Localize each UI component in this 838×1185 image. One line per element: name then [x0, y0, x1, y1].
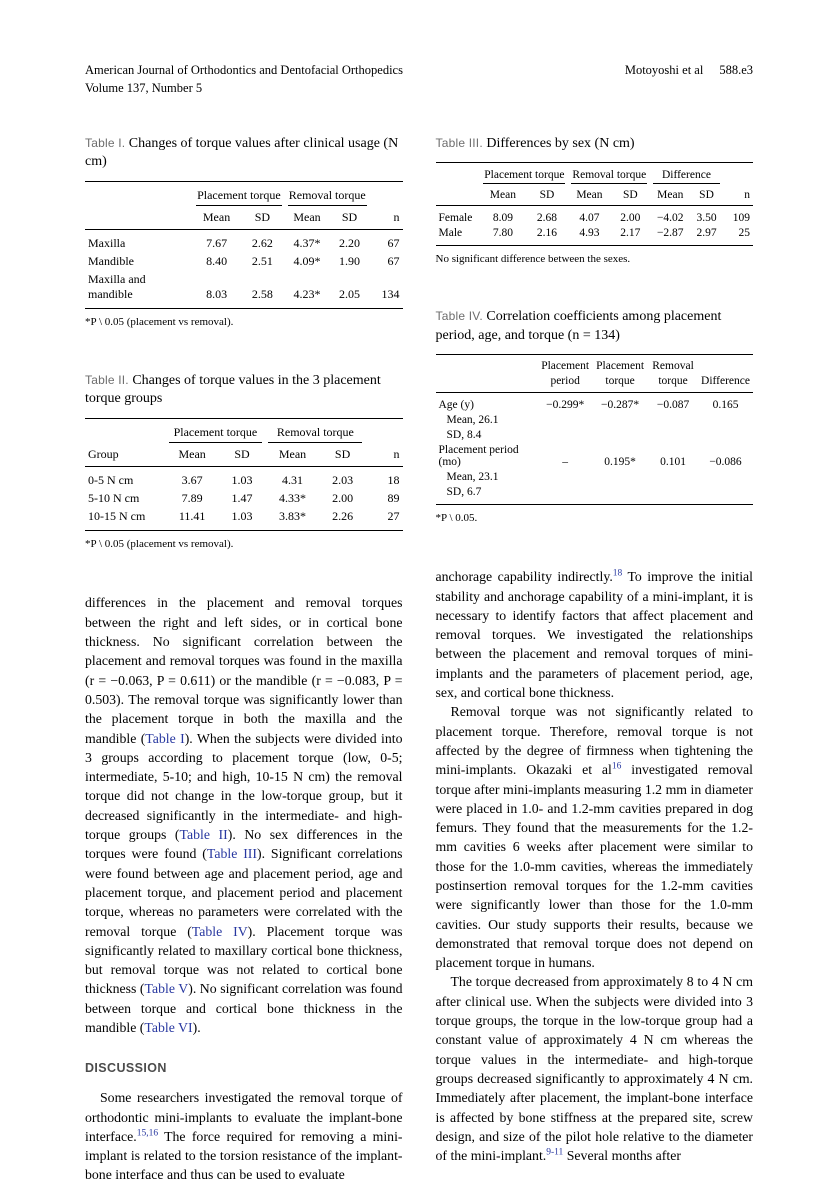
- group-header-label: Placement torque: [196, 188, 282, 206]
- right-column: [436, 135, 754, 1185]
- table-cell: 2.58: [251, 287, 273, 302]
- text-segment: ). Placement torque was significantly related to maxillary cortical bone thickness, but removal torque was not related to cortical bone thickness (: [85, 923, 403, 997]
- column-header: Removal torque: [648, 355, 698, 393]
- row-label: Maxilla and mandible: [88, 272, 146, 302]
- group-header: [193, 181, 285, 207]
- group-header: [568, 163, 650, 186]
- row-label: Female: [438, 211, 473, 224]
- column-header: n: [370, 207, 403, 230]
- table-vi-link[interactable]: Table VI: [144, 1020, 193, 1035]
- table-row: [436, 412, 754, 427]
- column-header-row: [85, 444, 403, 467]
- group-header: [650, 163, 723, 186]
- table-cell: −0.087: [656, 398, 690, 411]
- table-cell: 4.09*: [293, 254, 321, 269]
- table-cell: [648, 412, 698, 427]
- reference-link[interactable]: 18: [612, 568, 623, 579]
- table-cell: [592, 427, 648, 442]
- table-cell: 0.101: [660, 455, 686, 468]
- column-header: SD: [526, 186, 569, 206]
- body-paragraph: [436, 702, 754, 972]
- row-label: 10-15 N cm: [88, 509, 146, 524]
- journal-info: [85, 62, 403, 97]
- table-cell: 25: [738, 226, 750, 239]
- table-2-title: Changes of torque values in the 3 placement torque groups: [85, 372, 381, 407]
- text-segment: Some researchers investigated the removal torque of orthodontic mini-implants to evaluate the implant-bone interface.: [85, 1090, 403, 1144]
- table-cell: 67: [387, 236, 400, 251]
- table-4-label: Table IV.: [435, 309, 483, 324]
- column-header: Group: [85, 444, 166, 467]
- table-4-caption: [436, 308, 754, 345]
- table-4: [436, 354, 754, 505]
- body-paragraph: [85, 1088, 403, 1184]
- group-header-row: [436, 163, 754, 186]
- group-header-label: Removal torque: [571, 169, 647, 184]
- row-label: SD, 6.7: [446, 485, 482, 498]
- group-header-label: Placement torque: [483, 169, 565, 184]
- table-cell: −2.87: [656, 226, 684, 239]
- column-header: Mean: [193, 207, 240, 230]
- column-header-row: [85, 207, 403, 230]
- table-1-label: Table I.: [85, 136, 126, 150]
- table-cell: 1.47: [231, 491, 253, 506]
- table-cell: 2.97: [696, 226, 717, 239]
- table-cell: [592, 469, 648, 484]
- table-cell: 1.90: [338, 254, 360, 269]
- text-segment: Removal torque was not significantly related to placement torque. Therefore, removal torque is not affected by the degree of firmness when tightening the mini-implants. Okazaki et al: [435, 704, 753, 778]
- table-cell: 1.03: [231, 473, 253, 488]
- table-cell: [538, 469, 592, 484]
- row-label: 0-5 N cm: [88, 473, 134, 488]
- table-cell: 3.50: [696, 211, 717, 224]
- table-v-link[interactable]: Table V: [144, 981, 189, 997]
- table-cell: 3.83*: [279, 509, 306, 524]
- table-cell: 2.26: [332, 509, 354, 524]
- table-cell: [698, 484, 753, 504]
- table-row: [436, 442, 754, 469]
- empty-cell: [365, 418, 402, 444]
- table-4-block: [436, 308, 754, 525]
- table-cell: [538, 484, 592, 504]
- table-cell: 89: [387, 491, 400, 506]
- text-segment: The torque decreased from approximately 8 to 4 N cm after clinical use. When the subjects were divided into 3 torque groups, the torque in the low-torque group had a constant value of approximately 4 N cm whereas the torque values in the intermediate- and high-torque groups decreased significantly to approximately 4 N cm. Immediately after placement, the implant-bone interface is affected by bone stiffness at the prepared site, screw design, and size of the pilot hole relative to the diameter of the mini-implant.: [435, 974, 753, 1164]
- table-cell: [592, 484, 648, 504]
- column-header: SD: [690, 186, 722, 206]
- table-i-link[interactable]: Table I: [145, 730, 185, 746]
- running-header: [85, 62, 753, 97]
- table-cell: [538, 427, 592, 442]
- text-segment: To improve the initial stability and anchorage capability of a mini-implant, it is necessary to identify factors that affect placement and removal torques. We investigated the relationships between the placement and removal torques of mini-implants and the parameters of placement period, age, sex, and cortical bone thickness.: [435, 569, 753, 701]
- table-row: [85, 508, 403, 531]
- empty-cell: [370, 181, 403, 207]
- table-cell: 2.62: [251, 236, 273, 251]
- table-row: [85, 230, 403, 253]
- table-cell: 2.51: [251, 254, 273, 269]
- text-segment: The force required for removing a mini-implant is related to the torsion resistance of the implant-bone interface and thus can be used to evaluate: [85, 1128, 403, 1183]
- table-cell: [648, 427, 698, 442]
- table-cell: 4.23*: [293, 287, 321, 302]
- table-3-title: Differences by sex (N cm): [486, 136, 635, 151]
- column-header: SD: [219, 444, 266, 467]
- table-cell: –: [562, 455, 569, 468]
- table-cell: 8.03: [206, 287, 228, 302]
- table-cell: [648, 469, 698, 484]
- text-segment: ). When the subjects were divided into 3 groups according to placement torque (low, 0-5; intermediate, 5-10; and high, 10-15 N cm) the removal torque did not change in the low-torque group, but it decreased significantly in the intermediate- and high-torque groups (: [85, 730, 403, 843]
- column-header: n: [723, 186, 753, 206]
- table-cell: 0.165: [712, 398, 739, 411]
- table-cell: 27: [387, 509, 400, 524]
- empty-cell: [436, 355, 539, 393]
- table-row: [85, 271, 403, 309]
- table-cell: 67: [387, 254, 400, 269]
- text-segment: anchorage capability indirectly.: [435, 569, 613, 585]
- table-cell: 2.16: [536, 226, 558, 239]
- table-cell: 2.68: [536, 211, 558, 224]
- table-cell: [648, 484, 698, 504]
- table-cell: −0.299*: [546, 398, 585, 411]
- table-cell: 7.89: [181, 491, 203, 506]
- body-paragraph: [436, 567, 754, 702]
- empty-cell: [85, 418, 166, 444]
- table-cell: 8.40: [206, 254, 228, 269]
- table-3-block: [436, 135, 754, 266]
- table-cell: 1.03: [231, 509, 253, 524]
- table-cell: 2.00: [620, 211, 641, 224]
- table-4-title: Correlation coefficients among placement period, age, and torque (n = 134): [435, 309, 722, 343]
- reference-link[interactable]: 15,16: [136, 1128, 159, 1139]
- text-segment: ). No sex differences in the torques were found (: [85, 827, 403, 862]
- text-segment: ). Significant correlations were found between age and placement period, age and placement torque, and placement period and placement torque, whereas no parameters were correlated with the removal torque (: [85, 846, 403, 939]
- table-cell: 18: [387, 473, 400, 488]
- row-label: Age (y): [438, 398, 474, 411]
- table-ii-link[interactable]: Table II: [179, 827, 228, 843]
- column-header: Mean: [285, 207, 330, 230]
- group-header-label: Placement torque: [169, 425, 263, 443]
- group-header-label: Difference: [653, 169, 720, 184]
- table-3-footnote: No significant difference between the sexes.: [435, 252, 631, 265]
- column-header: n: [365, 444, 402, 467]
- table-cell: 0.195*: [604, 455, 636, 468]
- table-cell: 2.05: [338, 287, 360, 302]
- table-iii-link[interactable]: Table III: [206, 846, 257, 862]
- row-label: Placement period (mo): [438, 443, 519, 468]
- table-3: [436, 162, 754, 246]
- group-header-label: Removal torque: [288, 188, 367, 206]
- table-cell: 4.31: [282, 473, 303, 488]
- table-cell: 2.00: [332, 491, 354, 506]
- table-cell: −0.086: [709, 455, 742, 468]
- column-header: SD: [320, 444, 366, 467]
- table-cell: [698, 412, 753, 427]
- table-cell: 4.93: [579, 226, 600, 239]
- table-cell: 134: [381, 287, 400, 302]
- column-header: Mean: [568, 186, 610, 206]
- empty-cell: [436, 186, 481, 206]
- table-row: [85, 253, 403, 271]
- table-cell: 2.17: [620, 226, 641, 239]
- table-cell: −4.02: [656, 211, 684, 224]
- text-segment: ). No significant correlation was found between torque and cortical bone thickness in the mandible (: [85, 981, 403, 1035]
- column-header: Mean: [650, 186, 690, 206]
- table-cell: 7.67: [206, 236, 228, 251]
- reference-link[interactable]: 16: [611, 761, 622, 772]
- column-header-row: [436, 186, 754, 206]
- table-1-block: [85, 135, 403, 330]
- table-row: [436, 484, 754, 504]
- page-number: 588.e3: [719, 63, 753, 77]
- column-header: SD: [240, 207, 285, 230]
- row-label: Mean, 23.1: [446, 470, 499, 483]
- table-row: [436, 469, 754, 484]
- column-header: Mean: [166, 444, 219, 467]
- table-cell: 8.09: [492, 211, 513, 224]
- table-1-title: Changes of torque values after clinical usage (N cm): [85, 136, 399, 170]
- group-header-label: Removal torque: [268, 425, 362, 443]
- table-2-caption: [85, 372, 403, 409]
- column-header: SD: [329, 207, 369, 230]
- table-row: [436, 225, 754, 245]
- table-cell: −0.287*: [601, 398, 640, 411]
- discussion-heading: DISCUSSION: [85, 1061, 167, 1076]
- row-label: Male: [438, 226, 463, 239]
- table-row: [436, 205, 754, 225]
- table-1-footnote: *P \ 0.05 (placement vs removal).: [85, 316, 234, 329]
- table-cell: 4.37*: [293, 236, 321, 251]
- column-header: Mean: [265, 444, 319, 467]
- table-3-caption: [436, 135, 754, 153]
- table-4-footnote: *P \ 0.05.: [435, 511, 478, 524]
- table-1-caption: [85, 135, 403, 172]
- row-label: 5-10 N cm: [88, 491, 140, 506]
- body-paragraph: [436, 972, 754, 1165]
- table-cell: 4.33*: [279, 491, 306, 506]
- running-authors: Motoyoshi et al: [624, 63, 704, 77]
- table-row: [85, 490, 403, 508]
- table-row: [436, 392, 754, 412]
- two-column-layout: [85, 135, 753, 1185]
- text-segment: Several months after: [563, 1148, 681, 1164]
- table-2-footnote: *P \ 0.05 (placement vs removal).: [85, 538, 234, 551]
- group-header: [480, 163, 568, 186]
- table-iv-link[interactable]: Table IV: [191, 923, 248, 939]
- table-row: [436, 427, 754, 442]
- row-label: Maxilla: [88, 236, 126, 251]
- table-2: [85, 418, 403, 532]
- column-header: Mean: [480, 186, 525, 206]
- table-cell: [538, 412, 592, 427]
- journal-title: American Journal of Orthodontics and Dentofacial Orthopedics: [85, 63, 403, 77]
- running-head-right: [625, 62, 753, 80]
- table-2-block: [85, 372, 403, 552]
- table-cell: 109: [732, 211, 750, 224]
- empty-cell: [723, 163, 753, 186]
- left-column: [85, 135, 403, 1185]
- column-header-row: [436, 355, 754, 393]
- table-cell: [592, 412, 648, 427]
- empty-cell: [85, 181, 193, 207]
- table-cell: 11.41: [178, 509, 206, 524]
- column-header: Difference: [698, 355, 753, 393]
- empty-cell: [85, 207, 193, 230]
- row-label: Mean, 26.1: [446, 413, 499, 426]
- text-segment: differences in the placement and removal torques between the right and left sides, or in cortical bone thickness. No significant correlation between the placement and removal torques was found in the maxilla (r = −0.063, P = 0.611) or the mandible (r = −0.083, P = 0.503). The removal torque was significantly lower than the placement torque in both the maxilla and the mandible (: [85, 595, 403, 746]
- table-cell: 2.03: [332, 473, 354, 488]
- group-header-row: [85, 418, 403, 444]
- text-segment: ).: [192, 1020, 201, 1035]
- group-header: [265, 418, 365, 444]
- group-header: [285, 181, 370, 207]
- body-paragraph: [85, 593, 403, 1037]
- column-header: Placement period: [538, 355, 592, 393]
- table-cell: [698, 469, 753, 484]
- table-cell: [698, 427, 753, 442]
- table-cell: 7.80: [492, 226, 513, 239]
- table-row: [85, 467, 403, 490]
- table-2-label: Table II.: [85, 372, 129, 387]
- group-header: [166, 418, 266, 444]
- table-cell: 3.67: [181, 473, 203, 488]
- group-header-row: [85, 181, 403, 207]
- row-label: SD, 8.4: [446, 428, 482, 441]
- table-cell: 4.07: [579, 211, 600, 224]
- table-3-label: Table III.: [435, 136, 483, 150]
- text-segment: investigated removal torque after mini-implants measuring 1.2 mm in diameter were placed in 1.0- and 1.2-mm cavities prepared in dog femurs. They found that the measurements for the 1.2-mm cavities 6 weeks after placement were similar to those for the 1.0-mm cavities, whereas the immediately postinsertion removal torques for the 1.2-mm cavities were significantly lower than those for the 1.0-mm cavities. Our study supports their results, because we demonstrated that removal torque does not depend on placement torque in humans.: [435, 762, 753, 971]
- journal-volume: Volume 137, Number 5: [85, 80, 203, 95]
- column-header: SD: [610, 186, 650, 206]
- reference-link[interactable]: 9-11: [546, 1147, 564, 1158]
- row-label: Mandible: [88, 254, 134, 269]
- column-header: Placement torque: [592, 355, 648, 393]
- empty-cell: [436, 163, 481, 186]
- table-1: [85, 181, 403, 310]
- table-cell: 2.20: [338, 236, 360, 251]
